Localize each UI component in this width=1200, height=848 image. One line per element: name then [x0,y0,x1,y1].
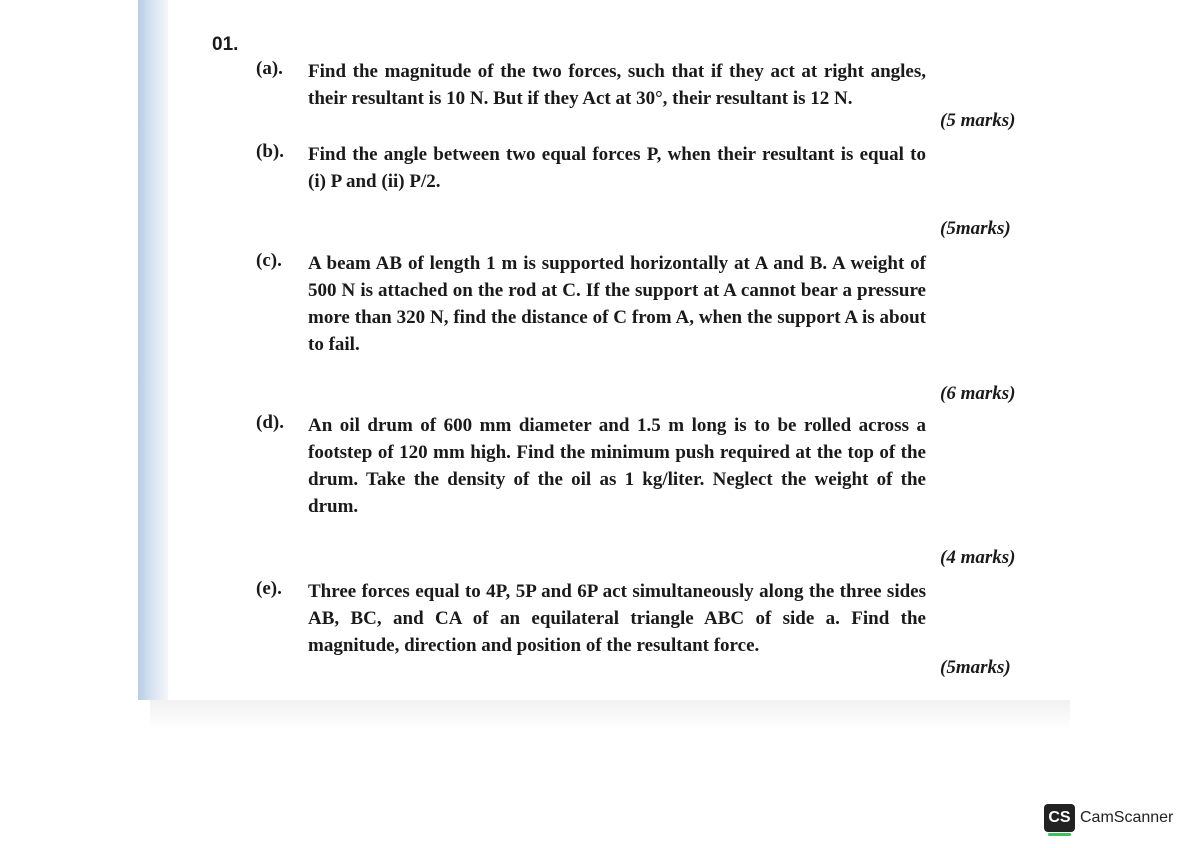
question-part-a [256,58,926,112]
camscanner-watermark [1044,804,1173,832]
question-part-c [256,250,926,358]
question-part-e [256,578,926,659]
scan-bottom-shadow [150,700,1070,730]
part-text: An oil drum of 600 mm diameter and 1.5 m long is to be rolled across a footstep of 120 mm high. Find the minimum push required at the top of the drum. Take the density of the oil as 1 kg/liter. Neglect the weight of the drum. [308,415,926,517]
marks-label: (5 marks) [940,110,1016,131]
question-part-d [256,412,926,520]
part-label: (a). [256,58,283,79]
question-part-b [256,141,926,195]
part-text: Find the angle between two equal forces P, when their resultant is equal to (i) P and (ii) P/2. [308,144,926,192]
part-label: (c). [256,250,282,271]
question-number: 01. [212,34,239,55]
part-label: (b). [256,141,284,162]
scan-page-edge [138,0,168,700]
camscanner-logo-icon: CS [1044,804,1075,832]
part-text: Three forces equal to 4P, 5P and 6P act simultaneously along the three sides AB, BC, and CA of an equilateral triangle ABC of side a. Find the magnitude, direction and position of the resultant force. [308,581,926,656]
part-text: A beam AB of length 1 m is supported horizontally at A and B. A weight of 500 N is attached on the rod at C. If the support at A cannot bear a pressure more than 320 N, find the distance of C from A, when the support A is about to fail. [308,253,926,355]
part-text: Find the magnitude of the two forces, such that if they act at right angles, their resultant is 10 N. But if they Act at 30°, their resultant is 12 N. [308,61,926,109]
camscanner-brand-text: CamScanner [1080,809,1174,826]
part-label: (e). [256,578,282,599]
marks-label: (4 marks) [940,547,1016,568]
marks-label: (6 marks) [940,383,1016,404]
marks-label: (5marks) [940,657,1011,678]
part-label: (d). [256,412,284,433]
marks-label: (5marks) [940,218,1011,239]
